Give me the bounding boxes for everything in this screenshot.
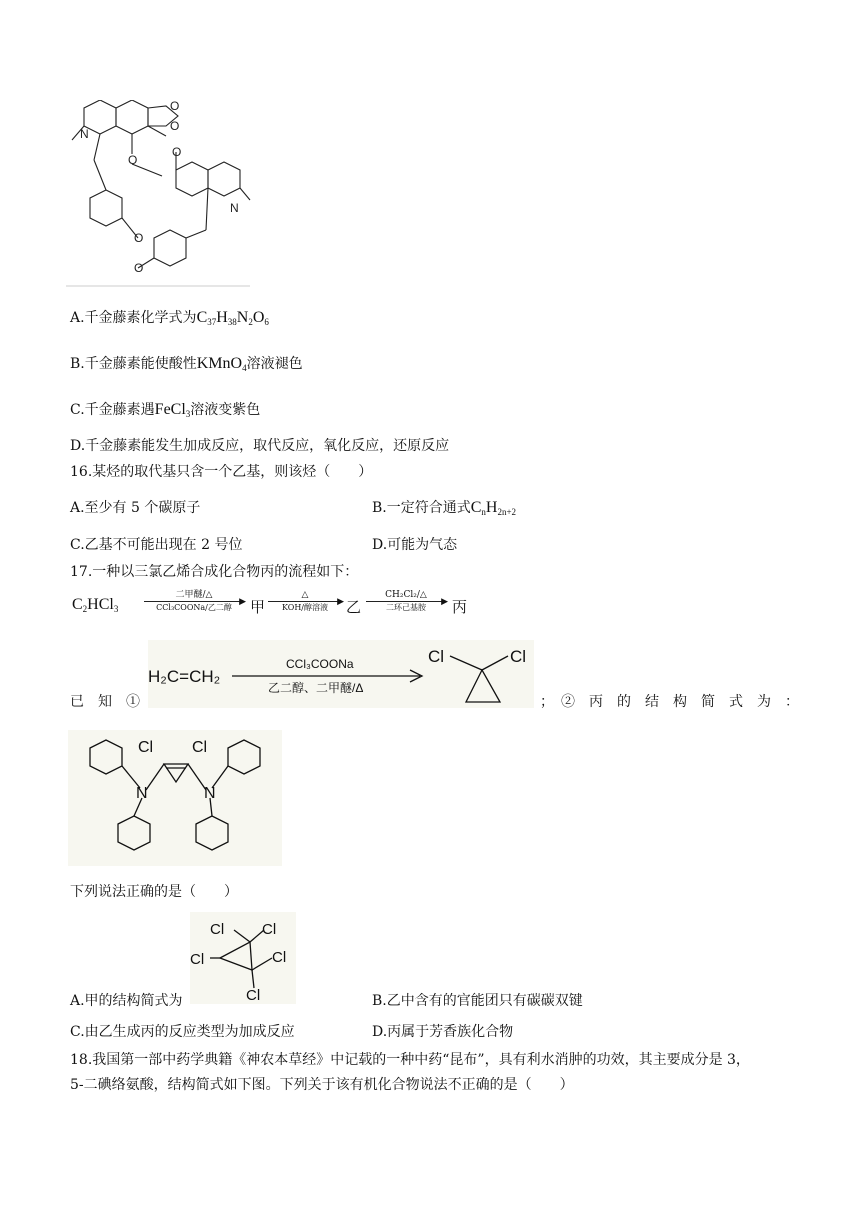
q16-option-d: D.可能为气态 xyxy=(372,537,458,553)
option-text: 溶液褪色 xyxy=(246,356,303,372)
formula: $C_nH_{2n+2}$ xyxy=(470,499,517,517)
struct-o-label: O xyxy=(172,145,182,159)
q17-known-suffix: ； ② 丙 的 结 构 简 式 为 ： xyxy=(540,694,799,710)
q15-option-b xyxy=(70,354,303,378)
bing-structure-image xyxy=(68,730,282,866)
struct-o-label: O xyxy=(170,100,180,113)
formula: KMnO$_4$ xyxy=(196,355,247,373)
q15-option-d xyxy=(70,436,449,456)
q16-option-c: C.乙基不可能出现在 2 号位 xyxy=(70,537,243,553)
cl-label: Cl xyxy=(246,987,261,1004)
formula: FeCl$_3$ xyxy=(154,401,191,419)
question-stem: 16.某烃的取代基只含一个乙基，则该烃（ ） xyxy=(70,464,373,480)
struct-o-label: O xyxy=(170,119,180,133)
q17-option-a: A.甲的结构简式为 xyxy=(70,993,183,1009)
option-text: B.千金藤素能使酸性 xyxy=(70,356,197,372)
flow-bing: 丙 xyxy=(452,598,468,616)
struct-n-label: N xyxy=(80,127,89,141)
option-text: C.千金藤素遇 xyxy=(70,402,155,418)
flow-arrow-3: CH₂Cl₂/△ ▶ 二环己基胺 xyxy=(366,590,446,614)
cl-label: Cl xyxy=(510,647,527,666)
q17-flow xyxy=(70,590,500,626)
q17-option-c: C.由乙生成丙的反应类型为加成反应 xyxy=(70,1024,295,1040)
cl-label: Cl xyxy=(190,951,205,968)
q17-stem xyxy=(70,562,358,582)
q15-option-a xyxy=(70,308,269,332)
n-label: N xyxy=(204,785,216,802)
cl-label: Cl xyxy=(210,921,225,938)
q18-line-2: 5-二碘络氨酸，结构简式如下图。下列关于该有机化合物说法不正确的是（ ） xyxy=(70,1077,574,1093)
q16-option-b: B.一定符合通式$C_nH_{2n+2}$ xyxy=(372,499,517,517)
option-text: D.千金藤素能发生加成反应，取代反应，氧化反应，还原反应 xyxy=(70,438,450,454)
struct-o-label: O xyxy=(134,261,144,275)
reaction-top: CCl₃COONa xyxy=(286,657,354,671)
cl-label: Cl xyxy=(138,739,154,756)
q16-stem xyxy=(70,462,372,482)
flow-arrow-1: 二甲醚/△ ▶ CCl₃COONa/乙二醇 xyxy=(144,590,244,614)
q16-option-a: A.至少有 5 个碳原子 xyxy=(70,500,201,516)
option-text: 溶液变紫色 xyxy=(190,402,261,418)
cl-label: Cl xyxy=(192,739,208,756)
option-text: A.千金藤素化学式为 xyxy=(70,310,197,326)
formula: $C_{37}H_{38}N_2O_6$ xyxy=(196,309,269,327)
reaction-bottom: 乙二醇、二甲醚/Δ xyxy=(268,681,364,695)
cl-label: Cl xyxy=(262,921,277,938)
flow-arrow-2: △ ▶ KOH/醇溶液 xyxy=(268,590,342,614)
q17-option-b: B.乙中含有的官能团只有碳碳双键 xyxy=(372,993,583,1009)
jia-structure-image xyxy=(190,912,296,1004)
cl-label: Cl xyxy=(272,949,287,966)
reaction-reactant: H₂C=CH₂ xyxy=(148,667,221,686)
n-label: N xyxy=(136,785,148,802)
struct-o-label: O xyxy=(128,153,138,167)
q18-line-1: 18.我国第一部中药学典籍《神农本草经》中记载的一种中药“昆布”，具有利水消肿的功效，其主要成分是 3， xyxy=(70,1052,750,1068)
question-stem: 17.一种以三氯乙烯合成化合物丙的流程如下： xyxy=(70,564,359,580)
flow-jia: 甲 xyxy=(250,598,266,616)
q17-ask: 下列说法正确的是（ ） xyxy=(70,884,238,900)
q15-option-c xyxy=(70,400,260,424)
q17-known-prefix: 已 知 ① xyxy=(70,694,140,710)
struct-o-label: O xyxy=(134,231,144,245)
flow-yi: 乙 xyxy=(346,598,362,616)
struct-n-label: N xyxy=(230,201,239,215)
flow-start: $C_2HCl_3$ xyxy=(72,596,119,614)
cl-label: Cl xyxy=(428,647,445,666)
q17-option-d: D.丙属于芳香族化合物 xyxy=(372,1024,514,1040)
known-reaction-image xyxy=(148,640,534,708)
qianjinteng-structure xyxy=(66,100,252,290)
